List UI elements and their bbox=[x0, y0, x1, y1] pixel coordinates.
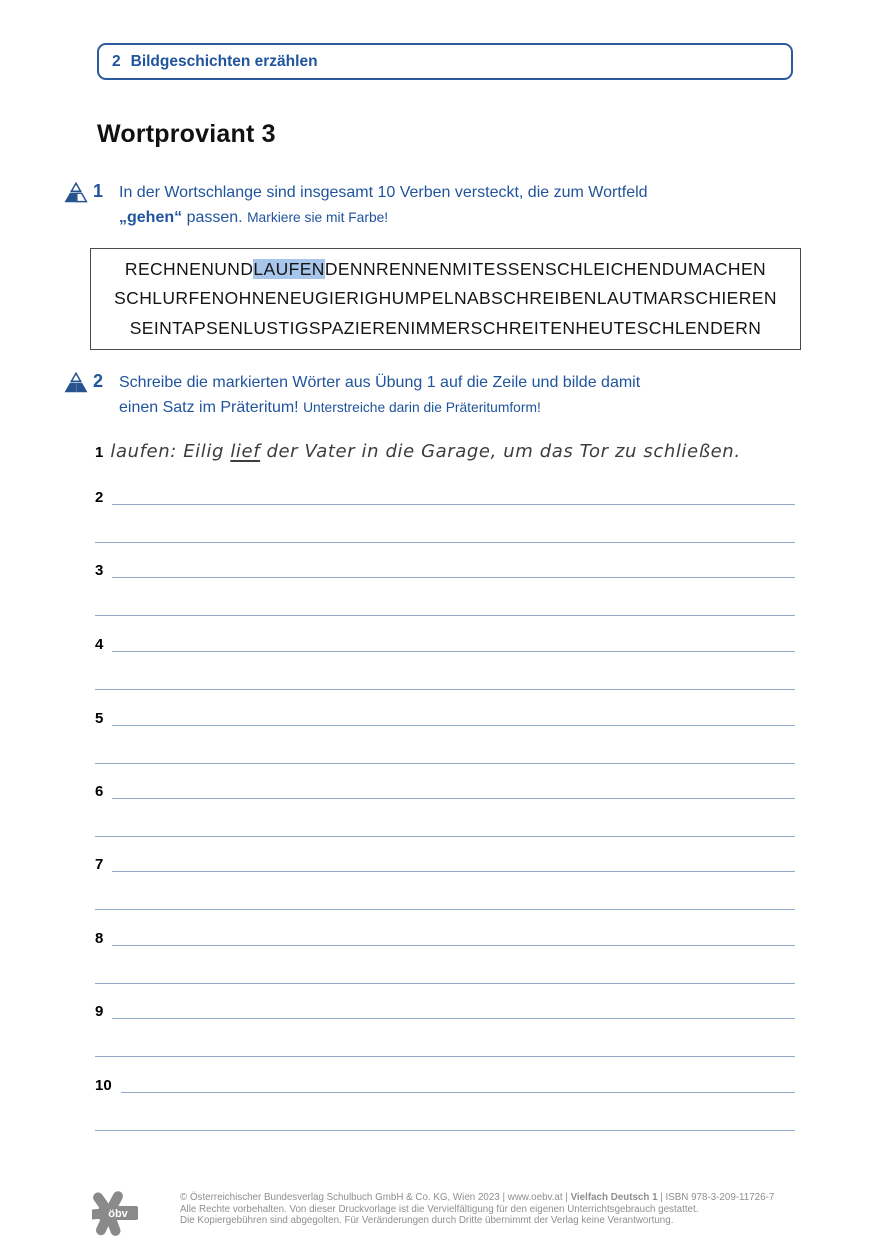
answer-1-number: 1 bbox=[95, 444, 104, 461]
task-1-instruction-rest: passen. bbox=[182, 209, 248, 226]
footer-line-3: Die Kopiergebühren sind abgegolten. Für Veränderungen durch Dritte übernimmt der Verlag keine Verantwortung. bbox=[180, 1215, 674, 1227]
oebv-logo-text: öbv bbox=[108, 1208, 128, 1220]
footer-book-title: Vielfach Deutsch 1 bbox=[570, 1192, 658, 1203]
task-1-bold-term: „gehen“ bbox=[119, 209, 183, 226]
write-line-continuation bbox=[95, 763, 795, 764]
task-2 bbox=[63, 370, 779, 420]
footer-line-2: Alle Rechte vorbehalten. Von dieser Druckvorlage ist die Vervielfältigung für den eigenen Unterrichtsgebrauch gestattet. bbox=[180, 1203, 699, 1215]
write-row-9 bbox=[95, 997, 795, 1019]
write-line-continuation bbox=[95, 909, 795, 910]
write-line-continuation bbox=[95, 1130, 795, 1131]
footer-imprint bbox=[180, 1192, 820, 1227]
word-snake-line-2: SCHLURFENOHNENEUGIERIGHUMPELNABSCHREIBENLAUTMARSCHIEREN bbox=[114, 288, 777, 309]
write-line bbox=[112, 798, 795, 799]
write-row-5 bbox=[95, 704, 795, 726]
task-1-instruction-line1: In der Wortschlange sind insgesamt 10 Verben versteckt, die zum Wortfeld bbox=[119, 184, 648, 201]
word-snake-box bbox=[90, 248, 801, 350]
task-1-number: 1 bbox=[93, 181, 104, 201]
task-2-instruction-line2: einen Satz im Präteritum! bbox=[119, 399, 304, 416]
write-row-6 bbox=[95, 777, 795, 799]
write-row-10 bbox=[95, 1071, 795, 1093]
task-2-instruction bbox=[119, 370, 779, 420]
write-line bbox=[112, 871, 795, 872]
write-line bbox=[112, 1018, 795, 1019]
chapter-header bbox=[97, 43, 793, 80]
write-line bbox=[112, 504, 795, 505]
answer-1-text-after: der Vater in die Garage, um das Tor zu schließen. bbox=[260, 441, 741, 462]
word-snake-highlighted-word[interactable]: LAUFEN bbox=[253, 258, 325, 279]
page-title: Wortproviant 3 bbox=[97, 120, 276, 148]
write-line bbox=[112, 577, 795, 578]
task-2-instruction-line1: Schreibe die markierten Wörter aus Übung 1 auf die Zeile und bilde damit bbox=[119, 374, 641, 391]
answer-1-underlined-word: lief bbox=[230, 441, 261, 462]
write-line-continuation bbox=[95, 615, 795, 616]
word-snake-line-3: SEINTAPSENLUSTIGSPAZIERENIMMERSCHREITENHEUTESCHLENDERN bbox=[129, 317, 762, 338]
oebv-publisher-logo bbox=[92, 1186, 142, 1245]
write-line-continuation bbox=[95, 983, 795, 984]
difficulty-pyramid-icon-level1 bbox=[63, 182, 93, 209]
write-line-continuation bbox=[95, 1056, 795, 1057]
task-2-hint: Unterstreiche darin die Präteritumform! bbox=[303, 400, 541, 415]
write-row-8-number: 8 bbox=[95, 930, 104, 947]
word-snake-line1-after: DENNRENNENMITESSENSCHLEICHENDUMACHEN bbox=[324, 258, 767, 279]
word-snake-line1-before: RECHNENUND bbox=[124, 258, 254, 279]
write-line-continuation bbox=[95, 542, 795, 543]
write-row-6-number: 6 bbox=[95, 783, 104, 800]
task-1-instruction bbox=[119, 180, 779, 230]
write-row-2-number: 2 bbox=[95, 489, 104, 506]
write-line bbox=[112, 945, 795, 946]
answer-1-text-before: laufen: Eilig bbox=[110, 441, 231, 462]
footer-copyright: © Österreichischer Bundesverlag Schulbuch GmbH & Co. KG, Wien 2023 | www.oebv.at | bbox=[180, 1192, 571, 1203]
write-row-5-number: 5 bbox=[95, 710, 104, 727]
task-2-number: 2 bbox=[93, 371, 104, 391]
word-snake-line-1 bbox=[91, 255, 800, 285]
write-row-4 bbox=[95, 630, 795, 652]
task-1 bbox=[63, 180, 779, 230]
write-row-10-number: 10 bbox=[95, 1077, 112, 1094]
write-row-7 bbox=[95, 850, 795, 872]
write-row-7-number: 7 bbox=[95, 856, 104, 873]
write-line bbox=[121, 1092, 795, 1093]
write-line-continuation bbox=[95, 836, 795, 837]
task-1-hint: Markiere sie mit Farbe! bbox=[247, 210, 389, 225]
write-line bbox=[112, 725, 795, 726]
write-row-3 bbox=[95, 556, 795, 578]
footer-line-1 bbox=[180, 1192, 820, 1204]
answer-row-1 bbox=[95, 441, 795, 462]
answer-1-handwritten-text bbox=[110, 441, 740, 462]
chapter-title: Bildgeschichten erzählen bbox=[130, 52, 318, 70]
write-row-2 bbox=[95, 483, 795, 505]
footer-isbn: | ISBN 978-3-209-11726-7 bbox=[657, 1192, 775, 1203]
write-row-8 bbox=[95, 924, 795, 946]
chapter-number: 2 bbox=[112, 52, 121, 70]
write-line bbox=[112, 651, 795, 652]
write-line-continuation bbox=[95, 689, 795, 690]
write-row-9-number: 9 bbox=[95, 1003, 104, 1020]
write-row-3-number: 3 bbox=[95, 562, 104, 579]
write-row-4-number: 4 bbox=[95, 636, 104, 653]
difficulty-pyramid-icon-level2 bbox=[63, 372, 93, 399]
